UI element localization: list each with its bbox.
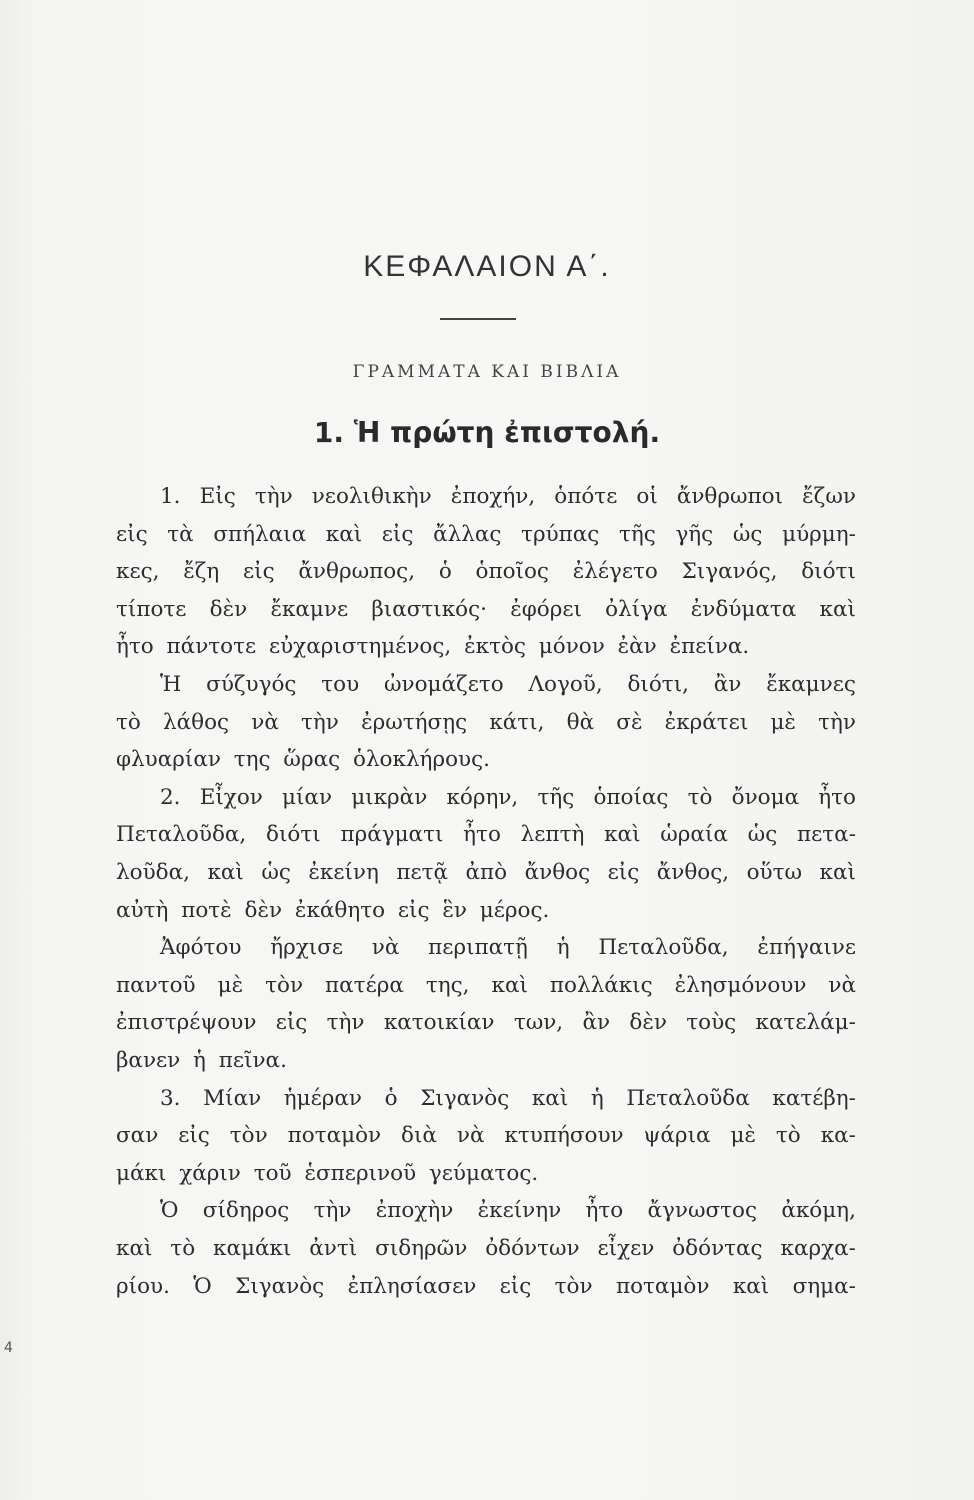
body-line: Πεταλοῦδα, διότι πράγματι ἦτο λεπτὴ καὶ ὡραία ὡς πετα- [116, 822, 856, 848]
body-line: βανεν ἡ πεῖνα. [116, 1048, 287, 1073]
body-line: Ὁ σίδηρος τὴν ἐποχὴν ἐκείνην ἦτο ἄγνωστος ἀκόμη, [160, 1198, 856, 1224]
body-line: φλυαρίαν της ὥρας ὁλοκλήρους. [116, 747, 490, 773]
body-line: τὸ λάθος νὰ τὴν ἐρωτήσῃς κάτι, θὰ σὲ ἐκράτει μὲ τὴν [116, 709, 856, 735]
body-line: αὐτὴ ποτὲ δὲν ἐκάθητο εἰς ἓν μέρος. [116, 897, 550, 923]
body-line: μάκι χάριν τοῦ ἑσπερινοῦ γεύματος. [116, 1160, 539, 1186]
body-line: λοῦδα, καὶ ὡς ἐκείνη πετᾷ ἀπὸ ἄνθος εἰς ἄνθος, οὕτω καὶ [116, 860, 856, 885]
section-title: ΓΡΑΜΜΑΤΑ ΚΑΙ ΒΙΒΛΙΑ [352, 362, 622, 382]
body-line: Ἡ σύζυγός του ὠνομάζετο Λογοῦ, διότι, ἂν ἔκαμνες [160, 672, 856, 697]
body-line: τίποτε δὲν ἔκαμνε βιαστικός· ἐφόρει ὀλίγα ἐνδύματα καὶ [116, 596, 856, 622]
body-line: ἦτο πάντοτε εὐχαριστημένος, ἐκτὸς μόνον ἐὰν ἐπείνα. [116, 634, 750, 660]
subsection-title: 1. Ἡ πρώτη ἐπιστολή. [313, 416, 661, 449]
body-line: κες, ἔζη εἰς ἄνθρωπος, ὁ ὁποῖος ἐλέγετο Σιγανός, διότι [116, 559, 856, 585]
title-divider [440, 318, 516, 320]
margin-mark: 4 [4, 1340, 13, 1356]
body-line: 2. Εἶχον μίαν μικρὰν κόρην, τῆς ὁποίας τὸ ὄνομα ἦτο [160, 784, 856, 810]
chapter-title: ΚΕΦΑΛΑΙΟΝ Α΄. [363, 250, 611, 283]
body-line: καὶ τὸ καμάκι ἀντὶ σιδηρῶν ὀδόντων εἶχεν ὀδόντας καρχα- [116, 1236, 856, 1261]
body-line: παντοῦ μὲ τὸν πατέρα της, καὶ πολλάκις ἐλησμόνουν νὰ [116, 972, 856, 998]
body-line: 3. Μίαν ἡμέραν ὁ Σιγανὸς καὶ ἡ Πεταλοῦδα κατέβη- [160, 1085, 856, 1111]
body-line: 1. Εἰς τὴν νεολιθικὴν ἐποχήν, ὁπότε οἱ ἄνθρωποι ἔζων [160, 484, 856, 509]
body-line: ἐπιστρέψουν εἰς τὴν κατοικίαν των, ἂν δὲν τοὺς κατελάμ- [116, 1010, 856, 1036]
body-line: σαν εἰς τὸν ποταμὸν διὰ νὰ κτυπήσουν ψάρια μὲ τὸ κα- [116, 1123, 856, 1149]
body-line: Ἀφότου ἤρχισε νὰ περιπατῇ ἡ Πεταλοῦδα, ἐπήγαινε [160, 935, 856, 961]
body-line: ρίου. Ὁ Σιγανὸς ἐπλησίασεν εἰς τὸν ποταμὸν καὶ σημα- [116, 1273, 856, 1299]
body-line: εἰς τὰ σπήλαια καὶ εἰς ἄλλας τρύπας τῆς γῆς ὡς μύρμη- [116, 521, 856, 547]
